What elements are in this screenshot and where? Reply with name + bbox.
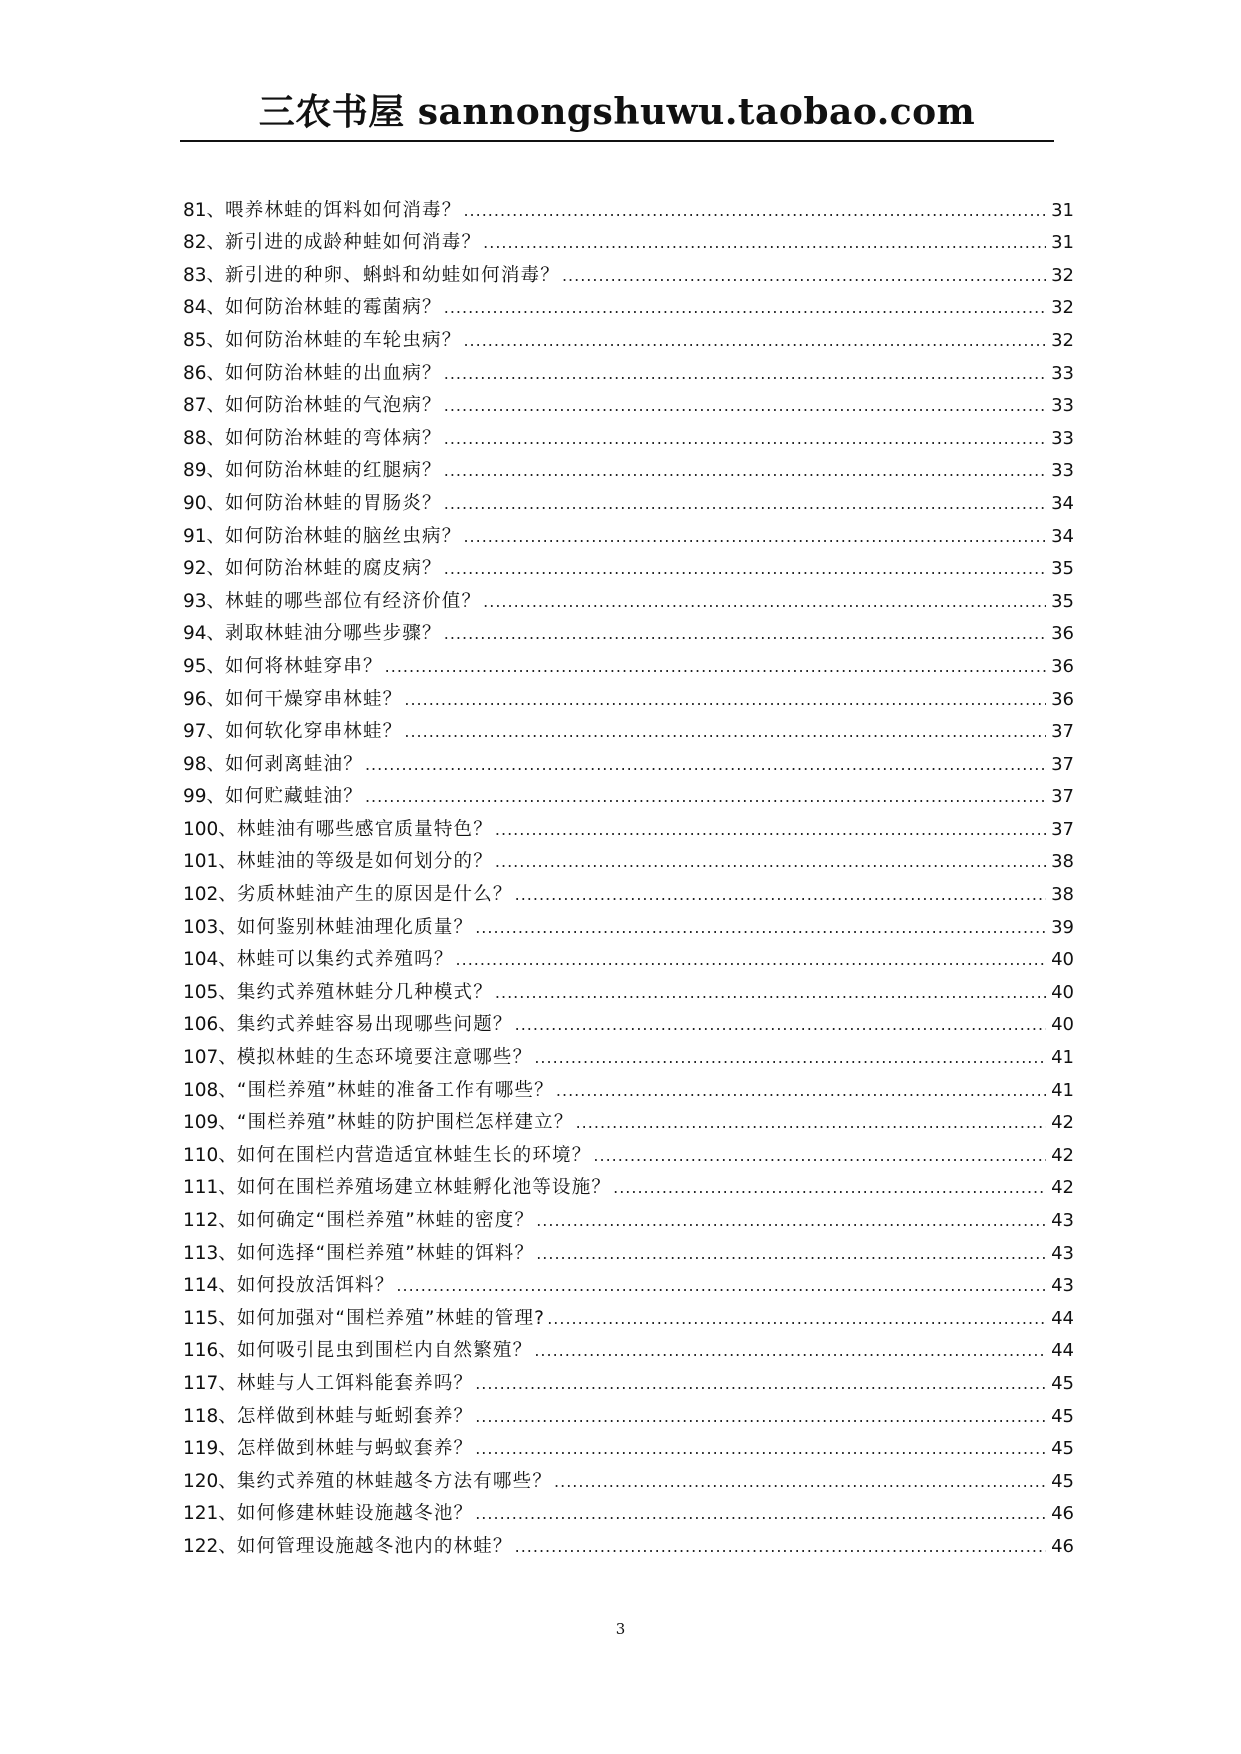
toc-dot-leader xyxy=(495,818,1046,842)
toc-entry-number: 95、 xyxy=(183,655,226,677)
toc-entry-page: 43 xyxy=(1051,1210,1074,1231)
toc-entry-number: 115、 xyxy=(183,1307,237,1329)
toc-dot-leader xyxy=(444,296,1046,320)
toc-dot-leader xyxy=(475,1405,1046,1429)
toc-entry-title: 如何防治林蛙的霉菌病？ xyxy=(225,297,442,319)
toc-entry-title: 集约式养殖的林蛙越冬方法有哪些？ xyxy=(236,1470,553,1492)
toc-entry-title: 如何确定“围栏养殖”林蛙的密度？ xyxy=(236,1210,535,1231)
toc-entry-number: 112、 xyxy=(183,1210,237,1231)
toc-entry-number: 85、 xyxy=(183,329,226,351)
toc-entry xyxy=(183,1070,1074,1103)
toc-dot-leader xyxy=(536,1209,1046,1233)
toc-entry-title: 集约式养殖林蛙分几种模式？ xyxy=(236,981,493,1003)
toc-entry xyxy=(183,842,1074,875)
toc-entry-page: 33 xyxy=(1051,460,1074,482)
toc-dot-leader xyxy=(396,1274,1046,1298)
toc-entry xyxy=(183,255,1074,288)
toc-dot-leader xyxy=(456,948,1046,972)
toc-entry xyxy=(183,1168,1074,1201)
page-header xyxy=(180,88,1054,142)
toc-entry-number: 88、 xyxy=(183,427,226,449)
toc-entry-title: 喂养林蛙的饵料如何消毒？ xyxy=(225,199,462,221)
toc-entry xyxy=(183,288,1074,321)
toc-entry-number: 114、 xyxy=(183,1275,237,1297)
toc-entry-number: 120、 xyxy=(183,1470,237,1492)
toc-entry-number: 84、 xyxy=(183,297,226,319)
toc-dot-leader xyxy=(547,1307,1046,1331)
toc-entry-number: 86、 xyxy=(183,362,226,384)
toc-entry-number: 110、 xyxy=(183,1144,237,1166)
toc-entry xyxy=(183,679,1074,712)
toc-entry-title: 林蛙油有哪些感官质量特色？ xyxy=(236,818,493,840)
toc-entry-title: 如何剥离蛙油？ xyxy=(225,753,363,775)
toc-entry-page: 45 xyxy=(1051,1372,1074,1394)
toc-entry-number: 83、 xyxy=(183,264,226,286)
toc-entry xyxy=(183,1494,1074,1527)
toc-entry-page: 44 xyxy=(1051,1340,1074,1362)
toc-entry-title: “围栏养殖”林蛙的防护围栏怎样建立？ xyxy=(236,1112,574,1134)
toc-entry-page: 33 xyxy=(1051,395,1074,417)
toc-entry-title: 林蛙可以集约式养殖吗？ xyxy=(236,949,454,971)
toc-entry-title: 新引进的种卵、蝌蚪和幼蛙如何消毒？ xyxy=(225,264,560,286)
toc-entry-number: 81、 xyxy=(183,199,226,221)
toc-entry xyxy=(183,614,1074,647)
toc-entry-title: 林蛙的哪些部位有经济价值？ xyxy=(225,590,482,612)
toc-entry-number: 98、 xyxy=(183,753,226,775)
toc-entry-page: 39 xyxy=(1051,916,1074,938)
toc-entry-number: 108、 xyxy=(183,1079,237,1101)
toc-entry-number: 87、 xyxy=(183,395,226,417)
toc-entry-title: 林蛙与人工饵料能套养吗？ xyxy=(236,1372,474,1394)
toc-entry xyxy=(183,907,1074,940)
toc-entry xyxy=(183,874,1074,907)
toc-entry-number: 119、 xyxy=(183,1438,237,1460)
toc-dot-leader xyxy=(463,329,1046,353)
toc-entry-page: 44 xyxy=(1051,1307,1074,1329)
toc-entry-page: 46 xyxy=(1051,1503,1074,1525)
toc-entry-number: 105、 xyxy=(183,981,237,1003)
toc-entry xyxy=(183,1005,1074,1038)
toc-entry-title: 如何防治林蛙的车轮虫病？ xyxy=(225,329,462,351)
toc-dot-leader xyxy=(534,1046,1046,1070)
toc-dot-leader xyxy=(475,1437,1046,1461)
toc-entry-title: 怎样做到林蛙与蚯蚓套养？ xyxy=(236,1405,474,1427)
toc-entry-title: 如何防治林蛙的弯体病？ xyxy=(225,427,442,449)
toc-entry-title: 模拟林蛙的生态环境要注意哪些？ xyxy=(236,1047,533,1069)
toc-entry-title: 如何鉴别林蛙油理化质量？ xyxy=(236,916,474,938)
toc-entry-number: 121、 xyxy=(183,1503,237,1525)
toc-entry-number: 94、 xyxy=(183,623,226,645)
toc-entry-page: 32 xyxy=(1051,329,1074,351)
toc-entry-page: 36 xyxy=(1051,623,1074,645)
toc-entry xyxy=(183,1266,1074,1299)
toc-entry-title: 如何防治林蛙的红腿病？ xyxy=(225,460,442,482)
toc-entry-title: 林蛙油的等级是如何划分的？ xyxy=(236,851,493,873)
toc-dot-leader xyxy=(562,264,1046,288)
toc-entry-number: 122、 xyxy=(183,1535,237,1557)
toc-entry xyxy=(183,190,1074,223)
toc-entry-number: 102、 xyxy=(183,884,237,906)
toc-entry-title: 如何投放活饵料？ xyxy=(236,1275,395,1297)
toc-entry-page: 42 xyxy=(1051,1144,1074,1166)
toc-entry-number: 107、 xyxy=(183,1047,237,1069)
toc-dot-leader xyxy=(515,883,1046,907)
toc-dot-leader xyxy=(444,394,1046,418)
toc-entry-page: 38 xyxy=(1051,851,1074,873)
toc-entry-page: 31 xyxy=(1051,232,1074,254)
toc-entry xyxy=(183,1037,1074,1070)
toc-dot-leader xyxy=(444,557,1046,581)
toc-dot-leader xyxy=(444,459,1046,483)
toc-entry xyxy=(183,744,1074,777)
toc-entry-title: 集约式养蛙容易出现哪些问题？ xyxy=(236,1014,513,1036)
toc-entry xyxy=(183,1233,1074,1266)
toc-entry xyxy=(183,516,1074,549)
toc-entry-number: 116、 xyxy=(183,1340,237,1362)
toc-entry-title: 如何贮藏蛙油？ xyxy=(225,786,363,808)
toc-entry-number: 109、 xyxy=(183,1112,237,1134)
toc-dot-leader xyxy=(365,785,1046,809)
toc-entry-page: 38 xyxy=(1051,884,1074,906)
toc-entry xyxy=(183,809,1074,842)
toc-entry-title: 如何加强对“围栏养殖”林蛙的管理? xyxy=(236,1307,546,1329)
toc-entry-title: 劣质林蛙油产生的原因是什么？ xyxy=(236,884,513,906)
toc-entry-page: 33 xyxy=(1051,362,1074,384)
toc-dot-leader xyxy=(475,916,1046,940)
toc-dot-leader xyxy=(556,1079,1046,1103)
toc-entry-title: 怎样做到林蛙与蚂蚁套养？ xyxy=(236,1438,474,1460)
table-of-contents xyxy=(183,190,1074,1559)
toc-entry-page: 31 xyxy=(1051,199,1074,221)
toc-entry-number: 96、 xyxy=(183,688,226,710)
toc-entry-page: 40 xyxy=(1051,1014,1074,1036)
toc-entry-page: 37 xyxy=(1051,786,1074,808)
toc-dot-leader xyxy=(475,1502,1046,1526)
toc-entry xyxy=(183,972,1074,1005)
toc-dot-leader xyxy=(365,753,1046,777)
toc-entry-title: 如何防治林蛙的出血病？ xyxy=(225,362,442,384)
toc-dot-leader xyxy=(444,492,1046,516)
toc-entry-number: 90、 xyxy=(183,492,226,514)
toc-entry xyxy=(183,483,1074,516)
header-title: 三农书屋 sannongshuwu.taobao.com xyxy=(258,91,976,133)
toc-entry xyxy=(183,581,1074,614)
toc-dot-leader xyxy=(515,1535,1046,1559)
toc-entry xyxy=(183,1200,1074,1233)
toc-entry-title: 如何修建林蛙设施越冬池？ xyxy=(236,1503,474,1525)
toc-entry-page: 32 xyxy=(1051,297,1074,319)
toc-entry-number: 100、 xyxy=(183,818,237,840)
toc-dot-leader xyxy=(593,1144,1046,1168)
toc-entry xyxy=(183,451,1074,484)
toc-entry-number: 104、 xyxy=(183,949,237,971)
toc-entry-page: 43 xyxy=(1051,1242,1074,1264)
toc-entry-page: 33 xyxy=(1051,427,1074,449)
toc-dot-leader xyxy=(444,427,1046,451)
toc-entry-page: 37 xyxy=(1051,818,1074,840)
toc-dot-leader xyxy=(515,1013,1046,1037)
toc-entry-number: 117、 xyxy=(183,1372,237,1394)
toc-dot-leader xyxy=(495,850,1046,874)
toc-entry-title: 如何在围栏养殖场建立林蛙孵化池等设施？ xyxy=(236,1177,612,1199)
toc-entry-title: 如何管理设施越冬池内的林蛙？ xyxy=(236,1535,513,1557)
toc-entry xyxy=(183,320,1074,353)
toc-entry xyxy=(183,1429,1074,1462)
toc-entry xyxy=(183,1103,1074,1136)
toc-entry xyxy=(183,353,1074,386)
toc-dot-leader xyxy=(463,199,1046,223)
toc-entry-title: 如何将林蛙穿串？ xyxy=(225,655,383,677)
toc-entry-title: 如何选择“围栏养殖”林蛙的饵料？ xyxy=(236,1242,535,1264)
toc-entry-page: 41 xyxy=(1051,1079,1074,1101)
toc-dot-leader xyxy=(495,981,1046,1005)
toc-dot-leader xyxy=(534,1339,1046,1363)
toc-entry xyxy=(183,1461,1074,1494)
toc-entry xyxy=(183,1526,1074,1559)
toc-dot-leader xyxy=(444,622,1046,646)
toc-entry-number: 92、 xyxy=(183,558,226,580)
toc-entry xyxy=(183,940,1074,973)
toc-entry-page: 45 xyxy=(1051,1438,1074,1460)
toc-entry xyxy=(183,418,1074,451)
toc-entry-title: 如何干燥穿串林蛙？ xyxy=(225,688,403,710)
toc-entry-title: 如何防治林蛙的胃肠炎？ xyxy=(225,492,442,514)
toc-entry xyxy=(183,1363,1074,1396)
page-number: 3 xyxy=(615,1620,626,1638)
toc-entry-page: 45 xyxy=(1051,1470,1074,1492)
toc-entry-title: 如何在围栏内营造适宜林蛙生长的环境？ xyxy=(236,1144,592,1166)
toc-entry xyxy=(183,1135,1074,1168)
toc-dot-leader xyxy=(444,362,1046,386)
toc-entry-title: 如何软化穿串林蛙？ xyxy=(225,721,403,743)
toc-dot-leader xyxy=(463,525,1046,549)
toc-entry-page: 41 xyxy=(1051,1047,1074,1069)
toc-dot-leader xyxy=(483,231,1046,255)
toc-entry-page: 43 xyxy=(1051,1275,1074,1297)
toc-dot-leader xyxy=(536,1242,1046,1266)
toc-entry-page: 45 xyxy=(1051,1405,1074,1427)
toc-dot-leader xyxy=(613,1176,1046,1200)
toc-entry-page: 37 xyxy=(1051,753,1074,775)
toc-dot-leader xyxy=(475,1372,1046,1396)
toc-entry-title: 如何防治林蛙的腐皮病？ xyxy=(225,558,442,580)
toc-entry-number: 111、 xyxy=(183,1177,237,1199)
toc-dot-leader xyxy=(404,688,1046,712)
toc-entry-number: 82、 xyxy=(183,232,226,254)
toc-entry-number: 118、 xyxy=(183,1405,237,1427)
toc-entry-page: 32 xyxy=(1051,264,1074,286)
toc-entry-title: 剥取林蛙油分哪些步骤？ xyxy=(225,623,442,645)
toc-entry-number: 101、 xyxy=(183,851,237,873)
toc-entry-number: 99、 xyxy=(183,786,226,808)
toc-entry-page: 36 xyxy=(1051,655,1074,677)
toc-entry-number: 103、 xyxy=(183,916,237,938)
toc-entry xyxy=(183,1298,1074,1331)
toc-dot-leader xyxy=(554,1470,1046,1494)
toc-entry-page: 35 xyxy=(1051,590,1074,612)
toc-entry-number: 89、 xyxy=(183,460,226,482)
toc-entry-page: 46 xyxy=(1051,1535,1074,1557)
toc-dot-leader xyxy=(576,1111,1046,1135)
toc-entry xyxy=(183,1331,1074,1364)
toc-entry xyxy=(183,646,1074,679)
toc-entry xyxy=(183,386,1074,419)
toc-entry-title: 如何防治林蛙的脑丝虫病？ xyxy=(225,525,462,547)
toc-entry-page: 36 xyxy=(1051,688,1074,710)
toc-entry xyxy=(183,777,1074,810)
toc-entry-title: 如何吸引昆虫到围栏内自然繁殖？ xyxy=(236,1340,533,1362)
toc-entry-page: 40 xyxy=(1051,949,1074,971)
toc-entry xyxy=(183,712,1074,745)
toc-entry-page: 42 xyxy=(1051,1177,1074,1199)
toc-entry xyxy=(183,223,1074,256)
toc-entry-number: 93、 xyxy=(183,590,226,612)
toc-entry-number: 91、 xyxy=(183,525,226,547)
toc-entry-title: “围栏养殖”林蛙的准备工作有哪些？ xyxy=(236,1079,554,1101)
toc-entry-page: 34 xyxy=(1051,492,1074,514)
toc-entry-page: 35 xyxy=(1051,558,1074,580)
toc-entry-number: 113、 xyxy=(183,1242,237,1264)
toc-entry xyxy=(183,549,1074,582)
toc-entry-number: 106、 xyxy=(183,1014,237,1036)
toc-entry-page: 42 xyxy=(1051,1112,1074,1134)
toc-entry-page: 40 xyxy=(1051,981,1074,1003)
toc-dot-leader xyxy=(385,655,1046,679)
toc-entry-page: 34 xyxy=(1051,525,1074,547)
toc-entry-number: 97、 xyxy=(183,721,226,743)
toc-dot-leader xyxy=(404,720,1046,744)
toc-entry-page: 37 xyxy=(1051,721,1074,743)
toc-entry-title: 新引进的成龄种蛙如何消毒？ xyxy=(225,232,482,254)
toc-entry xyxy=(183,1396,1074,1429)
toc-dot-leader xyxy=(483,590,1046,614)
toc-entry-title: 如何防治林蛙的气泡病？ xyxy=(225,395,442,417)
